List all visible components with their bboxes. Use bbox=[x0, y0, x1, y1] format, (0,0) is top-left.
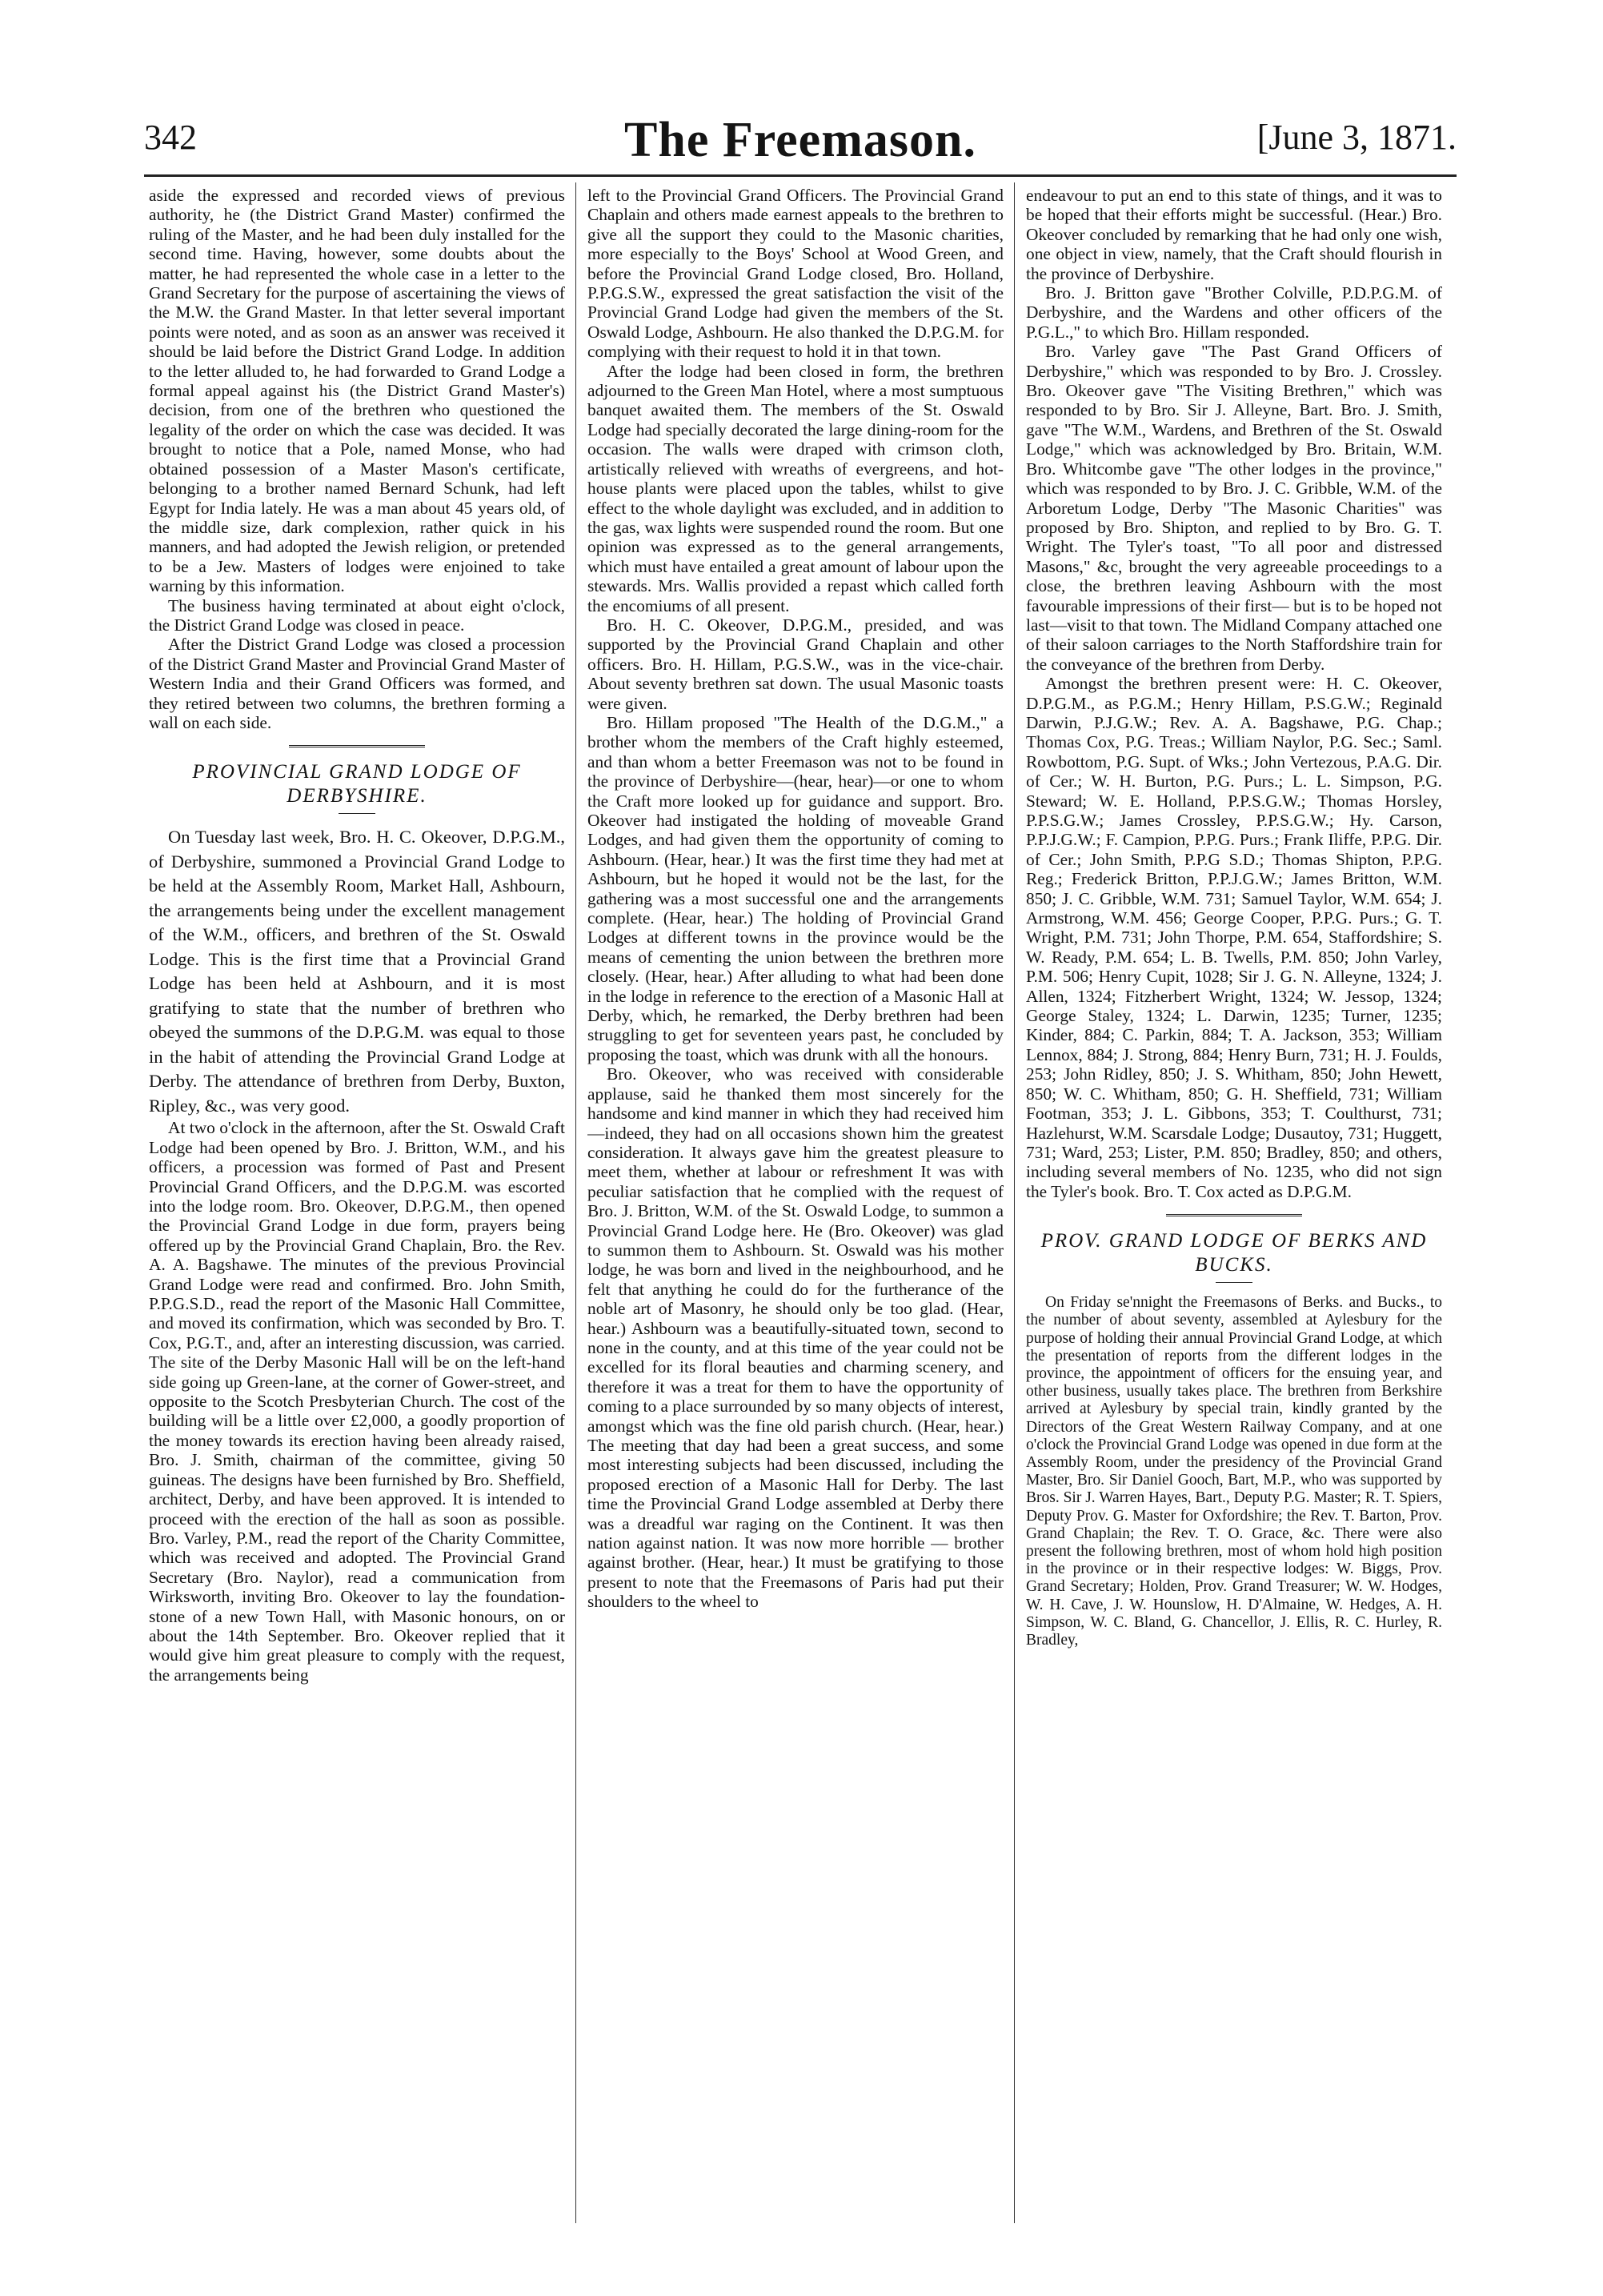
heading-underline bbox=[339, 813, 375, 814]
paragraph: Bro. Hillam proposed "The Health of the D.G.M.," a brother whom the members of the Craft highly esteemed, and than whom a better Freemason was not to be found in the province of Derbyshire—(hear, hear)—or one to whom the Craft more looked up for guidance and support. Bro. Okeover had instigated the holding of moveable Grand Lodges, and had given them the opportunity of coming to Ashbourn. (Hear, hear.) It was the first time they had met at Ashbourn, but he hoped it would not be the last, for the gathering was a most successful one and the arrangements complete. (Hear, hear.) The holding of Provincial Grand Lodges at different towns in the province would be the means of cementing the union between the brethren more closely. (Hear, hear.) After alluding to what had been done in the lodge in reference to the erection of a Masonic Hall at Derby, which, he remarked, the Derby brethren had been struggling to get for seventeen years past, he concluded by proposing the toast, which was drunk with all the honours. bbox=[587, 712, 1004, 1064]
paragraph: Bro. Varley gave "The Past Grand Officers of Derbyshire," which was responded to by Bro. J. Crossley. Bro. Okeover gave "The Visiting Brethren," which was responded to by Bro. Sir J. Alleyne, Bart. Bro. J. Smith, gave "The W.M., Wardens, and Brethren of the St. Oswald Lodge," which was acknowledged by Bro. Britain, W.M. Bro. Whitcombe gave "The other lodges in the province," which was responded to by Bro. J. C. Gribble, W.M. of the Arboretum Lodge, Derby "The Masonic Charities" was proposed by Bro. Shipton, and replied to by Bro. G. T. Wright. The Tyler's toast, "To all poor and distressed Masons," &c, brought the very agreeable proceedings to a close, the brethren leaving Ashbourn with the most favourable impressions of their first— but is to be hoped not last—visit to that town. The Midland Company attached one of their saloon carriages to the North Staffordshire train for the conveyance of the brethren from Derby. bbox=[1026, 342, 1442, 674]
paragraph: After the lodge had been closed in form, the brethren adjourned to the Green Man Hotel, where a most sumptuous banquet awaited them. The members of the St. Oswald Lodge had specially decorated the large dining-room for the occasion. The walls were draped with crimson cloth, artistically relieved with wreaths of evergreens, and hot-house plants were placed upon the tables, whilst to give effect to the whole daylight was excluded, and in addition to the gas, wax lights were suspended round the room. But one opinion was expressed as to the general arrangements, which must have entailed a great amount of labour upon the stewards. Mrs. Wallis provided a repast which called forth the encomiums of all present. bbox=[587, 361, 1004, 615]
paragraph: On Tuesday last week, Bro. H. C. Okeover, D.P.G.M., of Derbyshire, summoned a Provincial Grand Lodge to be held at the Assembly Room, Market Hall, Ashbourn, the arrangements being under the excellent management of the W.M., officers, and brethren of the St. Oswald Lodge. This is the first time that a Provincial Grand Lodge has been held at Ashbourn, and it is most gratifying to state that the number of brethren who obeyed the summons of the D.P.G.M. was equal to those in the habit of attending the Provincial Grand Lodge at Derby. The attendance of brethren from Derby, Buxton, Ripley, &c., was very good. bbox=[149, 827, 565, 1116]
paragraph: After the District Grand Lodge was closed a procession of the District Grand Master and Provincial Grand Master of Western India and their Grand Officers was formed, and they retired between two columns, the brethren forming a wall on each side. bbox=[149, 635, 565, 732]
paragraph: aside the expressed and recorded views of previous authority, he (the District Grand Master) confirmed the ruling of the Master, and he had been duly installed for the second time. Having, however, some doubts about the matter, he had represented the whole case in a letter to the Grand Secretary for the purpose of ascertaining the views of the M.W. the Grand Master. In that letter several important points were noted, and as soon as an answer was received it should be laid before the District Grand Lodge. In addition to the letter alluded to, he had forwarded to Grand Lodge a formal appeal against his (the District Grand Master's) decision, from one of the brethren who questioned the legality of the order on which the case was decided. It was brought to notice that a Pole, named Monse, who had obtained possession of a Master Mason's certificate, belonging to a brother named Bernard Schunk, had left Egypt for India lately. He was a man about 45 years old, of the middle size, dark complexion, rather quick in his manners, and had adopted the Jewish religion, or pretended to be a Jew. Masters of lodges were enjoined to take warning by this information. bbox=[149, 186, 565, 596]
heading-underline bbox=[1216, 1282, 1252, 1283]
column-divider bbox=[1014, 182, 1015, 2223]
masthead bbox=[144, 112, 1457, 168]
large-print-block bbox=[149, 825, 565, 1118]
page-number: 342 bbox=[144, 118, 197, 157]
column-1 bbox=[149, 186, 565, 2218]
section-heading: PROV. GRAND LODGE OF BERKS AND BUCKS. bbox=[1040, 1230, 1428, 1276]
paragraph: Bro. Okeover, who was received with considerable applause, said he thanked them most sincerely for the handsome and kind manner in which they had received him—indeed, they had on all occasions shown him the greatest consideration. It always gave him the greatest pleasure to meet them, whether at labour or refreshment It was with peculiar satisfaction that he complied with the request of Bro. J. Britton, W.M. of the St. Oswald Lodge, to summon a Provincial Grand Lodge here. He (Bro. Okeover) was glad to summon them to Ashbourn. St. Oswald was his mother lodge, he was born and lived in the neighbourhood, and he felt that anything he could do for the furtherance of the noble art of Masonry, he should only be too glad. (Hear, hear.) Ashbourn was a beautifully-situated town, second to none in the county, and at this time of the year could not be excelled for its floral beauties and charming scenery, and therefore it was a treat for them to have the opportunity of coming to a place surrounded by so many objects of interest, amongst which was the fine old parish church. (Hear, hear.) The meeting that day had been a great success, and some most interesting subjects had been discussed, including the proposed erection of a Masonic Hall for Derby. The last time the Provincial Grand Lodge assembled at Derby there was a dreadful war raging on the Continent. It was then nation against nation. It was now more horrible — brother against brother. (Hear, hear.) It must be gratifying to those present to note that the Freemasons of Paris had put their shoulders to the wheel to bbox=[587, 1064, 1004, 1612]
newspaper-title: The Freemason. bbox=[624, 113, 976, 167]
paragraph: Bro. J. Britton gave "Brother Colville, P.D.P.G.M. of Derbyshire, and the Wardens and other officers of the P.G.L.," to which Bro. Hillam responded. bbox=[1026, 283, 1442, 342]
paragraph: Bro. H. C. Okeover, D.P.G.M., presided, and was supported by the Provincial Grand Chaplain and other officers. Bro. H. Hillam, P.G.S.W., was in the vice-chair. About seventy brethren sat down. The usual Masonic toasts were given. bbox=[587, 615, 1004, 713]
section-rule bbox=[289, 745, 425, 747]
column-3 bbox=[1026, 186, 1442, 2218]
issue-date: [June 3, 1871. bbox=[1256, 118, 1457, 157]
section-heading: PROVINCIAL GRAND LODGE OF DERBYSHIRE. bbox=[192, 761, 522, 807]
paragraph: Amongst the brethren present were: H. C. Okeover, D.P.G.M., as P.G.M.; Henry Hillam, P.S.G.W.; Reginald Darwin, P.J.G.W.; Rev. A. A. Bagshawe, P.G. Chap.; Thomas Cox, P.G. Treas.; William Naylor, P.G. Sec.; Saml. Rowbottom, P.G. Supt. of Wks.; John Vertezous, P.A.G. Dir. of Cer.; W. H. Burton, P.G. Purs.; L. L. Simpson, P.G. Steward; W. E. Holland, P.P.S.G.W.; Thomas Horsley, P.P.S.G.W.; James Crossley, P.P.S.G.W.; Hy. Carson, P.P.J.G.W.; F. Campion, P.P.G. Purs.; Frank Iliffe, P.P.G. Dir. of Cer.; John Smith, P.P.G S.D.; Thomas Shipton, P.P.G. Reg.; Frederick Britton, P.P.J.G.W.; James Britton, W.M. 850; J. C. Gribble, W.M. 731; Samuel Taylor, W.M. 654; J. Armstrong, W.M. 456; George Cooper, P.P.G. Purs.; G. T. Wright, P.M. 731; John Thorpe, P.M. 654, Staffordshire; S. W. Ready, P.M. 654; L. B. Twells, P.M. 850; John Varley, P.M. 506; Henry Cupit, 1028; Sir J. G. N. Alleyne, 1324; J. Allen, 1324; Fitzherbert Wright, 1324; W. Jessop, 1324; George Staley, 1324; L. Darwin, 1235; Turner, 1235; Kinder, 884; C. Parkin, 884; T. A. Jackson, 353; William Lennox, 884; J. Strong, 884; Henry Burn, 731; H. J. Foulds, 253; John Ridley, 850; J. S. Whitham, 850; John Hewett, 850; W. C. Whitham, 850; G. H. Sheffield, 731; William Footman, 353; J. L. Gibbons, 353; T. Coulthurst, 731; Hazlehurst, W.M. Scarsdale Lodge; Dusautoy, 731; Huggett, 731; Ward, 253; Lister, P.M. 850; Bradley, 850; and others, including several members of No. 1235, who did not sign the Tyler's book. Bro. T. Cox acted as D.P.G.M. bbox=[1026, 674, 1442, 1201]
paragraph: left to the Provincial Grand Officers. The Provincial Grand Chaplain and others made earnest appeals to the brethren to give all the support they could to the Masonic charities, more especially to the Boys' School at Wood Green, and before the Provincial Grand Lodge closed, Bro. Holland, P.P.G.S.W., expressed the great satisfaction the visit of the Provincial Grand Lodge had given the members of the St. Oswald Lodge, Ashbourn. He also thanked the D.P.G.M. for complying with their request to hold it in that town. bbox=[587, 186, 1004, 362]
header-rule bbox=[144, 174, 1457, 177]
column-2 bbox=[587, 186, 1004, 2218]
column-divider bbox=[575, 182, 576, 2223]
paragraph: At two o'clock in the afternoon, after the St. Oswald Craft Lodge had been opened by Bro. J. Britton, W.M., and his officers, a procession was formed of Past and Present Provincial Grand Officers, and the D.P.G.M. was escorted into the lodge room. Bro. Okeover, D.P.G.M., then opened the Provincial Grand Lodge in due form, prayers being offered up by the Provincial Grand Chaplain, Bro. the Rev. A. A. Bagshawe. The minutes of the previous Provincial Grand Lodge were read and confirmed. Bro. John Smith, P.P.G.S.D., read the report of the Masonic Hall Committee, and moved its confirmation, which was seconded by Bro. T. Cox, P.G.T., and, after an interesting discussion, was carried. The site of the Derby Masonic Hall will be on the left-hand side going up Green-lane, at the corner of Gower-street, and opposite to the Scotch Presbyterian Church. The cost of the building will be a little over £2,000, a goodly proportion of the money towards its erection having been already raised, Bro. J. Smith, chairman of the committee, giving 50 guineas. The designs have been furnished by Bro. Sheffield, architect, Derby, and have been approved. It is intended to proceed with the erection of the hall as soon as possible. Bro. Varley, P.M., read the report of the Charity Committee, which was received and adopted. The Provincial Grand Secretary (Bro. Naylor), read a communication from Wirksworth, inviting Bro. Okeover to lay the foundation-stone of a new Town Hall, with Masonic honours, on or about the 14th September. Bro. Okeover replied that it would give him great pleasure to comply with the request, the arrangements being bbox=[149, 1118, 565, 1685]
section-rule bbox=[1166, 1214, 1302, 1216]
paragraph: endeavour to put an end to this state of things, and it was to be hoped that their efforts might be successful. (Hear.) Bro. Okeover concluded by remarking that he had only one wish, one object in view, namely, that the Craft should flourish in the province of Derbyshire. bbox=[1026, 186, 1442, 283]
paragraph: On Friday se'nnight the Freemasons of Berks. and Bucks., to the number of about seventy, assembled at Aylesbury for the purpose of holding their annual Provincial Grand Lodge, at which the presentation of reports from the different lodges in the province, the appointment of officers for the ensuing year, and other business, usually takes place. The brethren from Berkshire arrived at Aylesbury by special train, kindly granted by the Directors of the Great Western Railway Company, and at one o'clock the Provincial Grand Lodge was opened in due form at the Assembly Room, under the presidency of the Provincial Grand Master, Bro. Sir Daniel Gooch, Bart, M.P., who was supported by Bros. Sir J. Warren Hayes, Bart., Deputy P.G. Master; R. T. Spiers, Deputy Prov. G. Master for Oxfordshire; the Rev. T. Barton, Prov. Grand Chaplain; the Rev. T. O. Grace, &c. There were also present the following brethren, most of whom hold high position in the province or in their respective lodges: W. Biggs, Prov. Grand Secretary; Holden, Prov. Grand Treasurer; W. W. Hodges, W. H. Cave, J. W. Hounslow, H. D'Almaine, W. Hedges, A. H. Simpson, W. C. Bland, G. Chancellor, J. Ellis, R. C. Hurley, R. Bradley, bbox=[1026, 1294, 1442, 1649]
small-print-block bbox=[1026, 1294, 1442, 1649]
paragraph: The business having terminated at about eight o'clock, the District Grand Lodge was closed in peace. bbox=[149, 595, 565, 635]
